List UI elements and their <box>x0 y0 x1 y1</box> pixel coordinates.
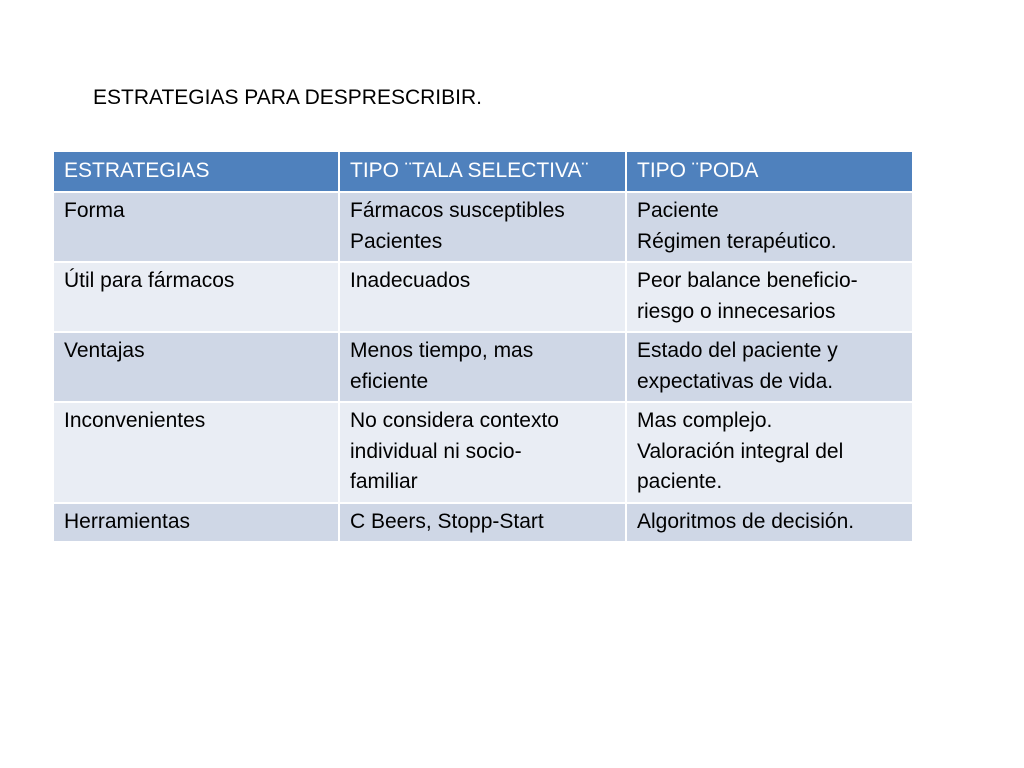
poda-cell <box>626 262 913 332</box>
cell-line: Inadecuados <box>350 269 471 292</box>
row-label: Ventajas <box>53 332 339 402</box>
tala-cell <box>339 332 626 402</box>
poda-cell <box>626 503 913 543</box>
cell-line: Mas complejo. <box>637 409 773 432</box>
cell-line: Fármacos susceptibles <box>350 199 565 222</box>
poda-cell <box>626 402 913 503</box>
table-row <box>53 402 913 503</box>
header-tala-selectiva: TIPO ¨TALA SELECTIVA¨ <box>339 151 626 192</box>
row-label: Útil para fármacos <box>53 262 339 332</box>
table-row <box>53 262 913 332</box>
tala-cell <box>339 402 626 503</box>
table-row <box>53 332 913 402</box>
slide-title: ESTRATEGIAS PARA DESPRESCRIBIR. <box>93 86 482 109</box>
cell-line: familiar <box>350 470 418 493</box>
header-poda: TIPO ¨PODA <box>626 151 913 192</box>
tala-cell <box>339 192 626 262</box>
table-header-row <box>53 151 913 192</box>
cell-line: Régimen terapéutico. <box>637 229 837 253</box>
cell-line: paciente. <box>637 470 723 493</box>
cell-line: Menos tiempo, mas <box>350 339 534 362</box>
cell-line: individual ni socio- <box>350 439 522 463</box>
table-row <box>53 192 913 262</box>
cell-line: Estado del paciente y <box>637 339 838 362</box>
cell-line: eficiente <box>350 369 429 393</box>
cell-line: Peor balance beneficio- <box>637 269 858 292</box>
cell-line: C Beers, Stopp-Start <box>350 509 544 533</box>
strategy-table <box>52 150 914 543</box>
cell-line: riesgo o innecesarios <box>637 299 836 323</box>
cell-line: Algoritmos de decisión. <box>637 509 855 533</box>
row-label: Forma <box>53 192 339 262</box>
poda-cell <box>626 332 913 402</box>
cell-line: No considera contexto <box>350 409 559 432</box>
tala-cell <box>339 503 626 543</box>
cell-line: expectativas de vida. <box>637 369 834 393</box>
row-label: Inconvenientes <box>53 402 339 503</box>
header-estrategias: ESTRATEGIAS <box>53 151 339 192</box>
row-label: Herramientas <box>53 503 339 543</box>
poda-cell <box>626 192 913 262</box>
cell-line: Valoración integral del <box>637 439 844 463</box>
cell-line: Paciente <box>637 199 719 222</box>
table-row <box>53 503 913 543</box>
cell-line: Pacientes <box>350 229 443 253</box>
tala-cell <box>339 262 626 332</box>
